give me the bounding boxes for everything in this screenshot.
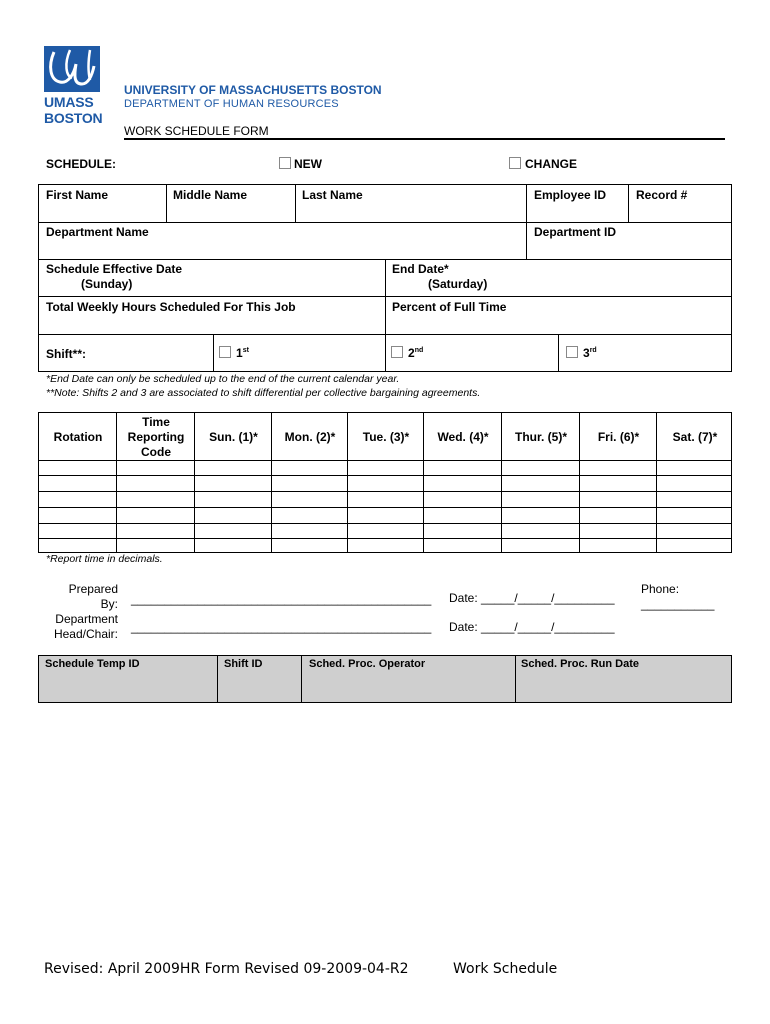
col-saturday: Sat. (7)*	[672, 429, 718, 444]
shift-3-label: 3rd	[583, 346, 597, 360]
end-date-note: *End Date can only be scheduled up to the end of the current calendar year.	[46, 373, 400, 385]
processing-box	[38, 655, 732, 703]
university-name: UNIVERSITY OF MASSACHUSETTS BOSTON	[124, 83, 382, 97]
change-checkbox[interactable]	[509, 157, 521, 169]
title-rule	[124, 138, 725, 140]
shift-2-label: 2nd	[408, 346, 424, 360]
shift-1-label: 1st	[236, 346, 249, 360]
end-date-day: (Saturday)	[428, 277, 488, 291]
record-label: Record #	[636, 188, 688, 202]
shift-2-checkbox[interactable]	[391, 346, 403, 358]
logo-text-umass: UMASS	[44, 94, 94, 110]
employee-id-label: Employee ID	[534, 188, 607, 202]
department-head-date[interactable]: Date: _____/_____/_________	[449, 620, 615, 634]
shift-1-checkbox[interactable]	[219, 346, 231, 358]
report-time-note: *Report time in decimals.	[46, 553, 163, 565]
prepared-date[interactable]: Date: _____/_____/_________	[449, 591, 615, 605]
new-label: NEW	[294, 157, 322, 171]
umass-boston-logo	[44, 46, 102, 124]
col-thursday: Thur. (5)*	[514, 429, 567, 444]
end-date-label: End Date*	[392, 262, 449, 276]
department-name-header: DEPARTMENT OF HUMAN RESOURCES	[124, 98, 339, 110]
table-row	[39, 491, 731, 492]
col-monday: Mon. (2)*	[284, 429, 336, 444]
shift-id-label: Shift ID	[224, 658, 263, 670]
col-sunday: Sun. (1)*	[209, 429, 258, 444]
percent-full-time-label: Percent of Full Time	[392, 300, 507, 314]
prepared-by-label: Prepared By:	[68, 582, 118, 611]
footer-revision: Revised: April 2009HR Form Revised 09-2009-04-R2	[44, 961, 409, 977]
department-name-label: Department Name	[46, 225, 149, 239]
proc-run-date-label: Sched. Proc. Run Date	[521, 658, 639, 670]
schedule-table	[38, 412, 732, 553]
footer-title: Work Schedule	[453, 961, 558, 977]
last-name-label: Last Name	[302, 188, 363, 202]
prepared-by-line[interactable]: _____________________________________________	[131, 592, 432, 606]
logo-mark-icon	[44, 46, 100, 92]
employee-info-box	[38, 184, 732, 372]
logo-text-boston: BOSTON	[44, 110, 103, 126]
department-id-label: Department ID	[534, 225, 617, 239]
col-time-reporting-code: Time Reporting Code	[127, 414, 185, 459]
schedule-label: SCHEDULE:	[46, 157, 117, 171]
col-rotation: Rotation	[53, 429, 103, 444]
effective-date-day: (Sunday)	[81, 277, 133, 291]
table-row	[39, 475, 731, 476]
col-tuesday: Tue. (3)*	[362, 429, 410, 444]
change-label: CHANGE	[525, 157, 578, 171]
effective-date-label: Schedule Effective Date	[46, 262, 183, 276]
table-row	[39, 523, 731, 524]
phone-label: Phone:	[641, 582, 680, 596]
form-title: WORK SCHEDULE FORM	[124, 124, 269, 138]
middle-name-label: Middle Name	[173, 188, 248, 202]
shift-note: **Note: Shifts 2 and 3 are associated to shift differential per collective bargaining agreements.	[46, 387, 481, 399]
col-wednesday: Wed. (4)*	[437, 429, 489, 444]
schedule-temp-id-label: Schedule Temp ID	[45, 658, 140, 670]
phone-line[interactable]: ___________	[641, 597, 715, 611]
col-friday: Fri. (6)*	[597, 429, 640, 444]
total-hours-label: Total Weekly Hours Scheduled For This Job	[46, 300, 296, 314]
first-name-label: First Name	[46, 188, 109, 202]
proc-operator-label: Sched. Proc. Operator	[309, 658, 426, 670]
table-row	[39, 460, 731, 461]
department-head-line[interactable]: _____________________________________________	[131, 620, 432, 634]
shift-3-checkbox[interactable]	[566, 346, 578, 358]
department-head-label: Department Head/Chair:	[53, 612, 118, 641]
shift-label: Shift**:	[46, 347, 86, 361]
table-row	[39, 507, 731, 508]
table-row	[39, 538, 731, 539]
new-checkbox[interactable]	[279, 157, 291, 169]
